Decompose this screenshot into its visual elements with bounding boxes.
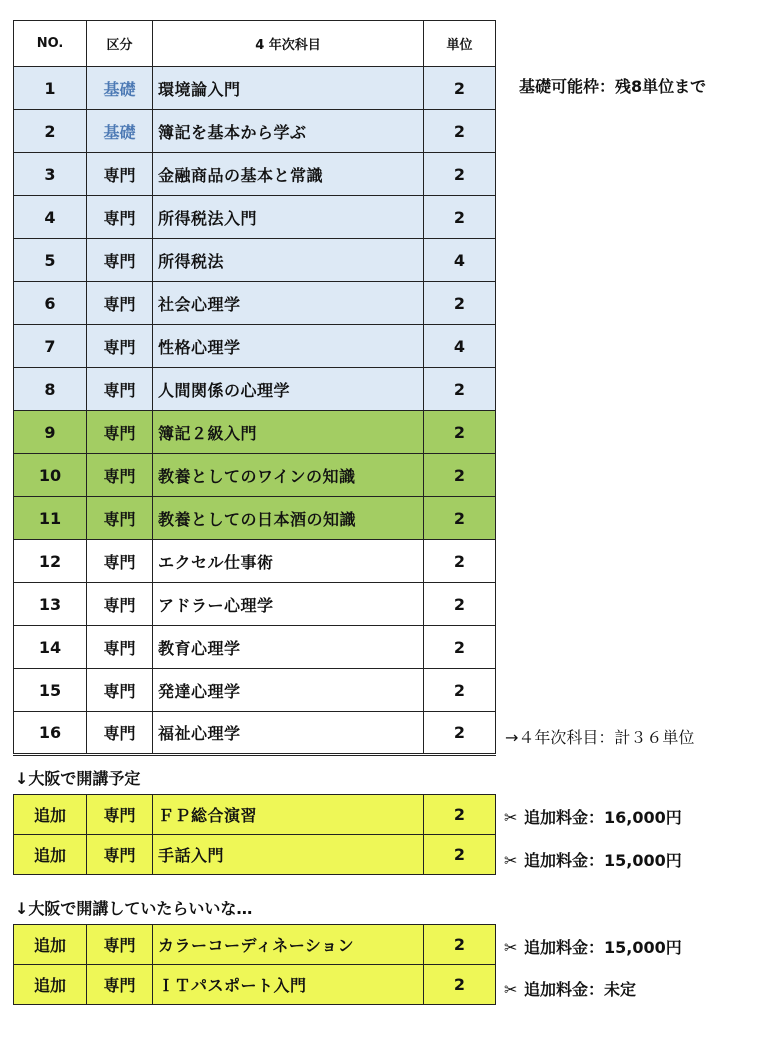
- row-subject: 所得税法: [153, 239, 424, 282]
- row-category: 専門: [87, 325, 153, 368]
- header-no: NO.: [14, 21, 87, 67]
- row-units: 4: [424, 239, 496, 282]
- row-no: 追加: [14, 835, 87, 875]
- row-subject: アドラー心理学: [153, 583, 424, 626]
- fee-text: 追加料金：16,000円: [524, 808, 682, 827]
- row-subject: 教育心理学: [153, 626, 424, 669]
- row-units: 2: [424, 454, 496, 497]
- fee-note: [504, 848, 682, 871]
- row-no: 2: [14, 110, 87, 153]
- scissors-icon: ✂: [504, 808, 518, 827]
- row-units: 2: [424, 835, 496, 875]
- row-category: 専門: [87, 282, 153, 325]
- row-units: 2: [424, 626, 496, 669]
- row-no: 6: [14, 282, 87, 325]
- row-no: 追加: [14, 795, 87, 835]
- fee-note: [504, 805, 682, 828]
- row-no: 9: [14, 411, 87, 454]
- header-units: 単位: [424, 21, 496, 67]
- row-units: 2: [424, 196, 496, 239]
- row-subject: 社会心理学: [153, 282, 424, 325]
- row-no: 14: [14, 626, 87, 669]
- row-units: 2: [424, 669, 496, 712]
- row-units: 2: [424, 67, 496, 110]
- row-category: 専門: [87, 454, 153, 497]
- row-category: 専門: [87, 368, 153, 411]
- table-row: [14, 368, 496, 411]
- wish-courses-table: [13, 924, 496, 1005]
- table-row: [14, 325, 496, 368]
- fee-text: 追加料金：未定: [524, 980, 637, 999]
- table-row: [14, 196, 496, 239]
- table-header: [14, 21, 496, 67]
- table-row: [14, 795, 496, 835]
- row-no: 追加: [14, 965, 87, 1005]
- section-heading-planned: ↓大阪で開講予定: [15, 769, 141, 788]
- row-subject: エクセル仕事術: [153, 540, 424, 583]
- table-row: [14, 540, 496, 583]
- row-category: 専門: [87, 795, 153, 835]
- row-subject: 人間関係の心理学: [153, 368, 424, 411]
- table-row: [14, 712, 496, 755]
- row-subject: 所得税法入門: [153, 196, 424, 239]
- row-subject: 金融商品の基本と常識: [153, 153, 424, 196]
- row-category: 専門: [87, 712, 153, 755]
- row-units: 2: [424, 110, 496, 153]
- row-subject: 環境論入門: [153, 67, 424, 110]
- table-row: [14, 282, 496, 325]
- row-category: 専門: [87, 411, 153, 454]
- row-units: 2: [424, 965, 496, 1005]
- row-units: 2: [424, 282, 496, 325]
- row-no: 追加: [14, 925, 87, 965]
- table-row: [14, 583, 496, 626]
- row-subject: 教養としての日本酒の知識: [153, 497, 424, 540]
- total-units-note: →４年次科目：計３６単位: [505, 728, 695, 747]
- table-row: [14, 835, 496, 875]
- fee-text: 追加料金：15,000円: [524, 851, 682, 870]
- fee-note: [504, 935, 682, 958]
- table-row: [14, 411, 496, 454]
- row-category: 専門: [87, 835, 153, 875]
- row-units: 2: [424, 925, 496, 965]
- row-category: 専門: [87, 497, 153, 540]
- row-no: 3: [14, 153, 87, 196]
- row-no: 11: [14, 497, 87, 540]
- row-category: 専門: [87, 196, 153, 239]
- row-category: 専門: [87, 626, 153, 669]
- row-category: 専門: [87, 153, 153, 196]
- row-category: 専門: [87, 540, 153, 583]
- row-subject: 性格心理学: [153, 325, 424, 368]
- row-subject: 簿記を基本から学ぶ: [153, 110, 424, 153]
- row-no: 12: [14, 540, 87, 583]
- fee-text: 追加料金：15,000円: [524, 938, 682, 957]
- row-subject: 教養としてのワインの知識: [153, 454, 424, 497]
- row-no: 7: [14, 325, 87, 368]
- scissors-icon: ✂: [504, 938, 518, 957]
- table-row: [14, 454, 496, 497]
- table-row: [14, 669, 496, 712]
- row-category: 専門: [87, 583, 153, 626]
- row-category: 専門: [87, 239, 153, 282]
- kiso-limit-note: 基礎可能枠：残8単位まで: [519, 77, 707, 96]
- row-no: 10: [14, 454, 87, 497]
- table-row: [14, 626, 496, 669]
- row-no: 8: [14, 368, 87, 411]
- row-subject: 福祉心理学: [153, 712, 424, 755]
- table-row: [14, 497, 496, 540]
- table-row: [14, 965, 496, 1005]
- row-units: 2: [424, 795, 496, 835]
- row-units: 2: [424, 497, 496, 540]
- scissors-icon: ✂: [504, 851, 518, 870]
- table-row: [14, 925, 496, 965]
- row-no: 13: [14, 583, 87, 626]
- row-subject: ＦＰ総合演習: [153, 795, 424, 835]
- row-no: 15: [14, 669, 87, 712]
- row-subject: 簿記２級入門: [153, 411, 424, 454]
- row-no: 4: [14, 196, 87, 239]
- row-category: 専門: [87, 669, 153, 712]
- fee-note: [504, 977, 636, 1000]
- row-subject: ＩＴパスポート入門: [153, 965, 424, 1005]
- table-row: [14, 110, 496, 153]
- row-subject: 発達心理学: [153, 669, 424, 712]
- table-row: [14, 67, 496, 110]
- header-subject: 4 年次科目: [153, 21, 424, 67]
- row-category: 専門: [87, 925, 153, 965]
- row-units: 4: [424, 325, 496, 368]
- row-units: 2: [424, 540, 496, 583]
- course-table: [13, 20, 496, 756]
- row-units: 2: [424, 411, 496, 454]
- row-no: 1: [14, 67, 87, 110]
- row-units: 2: [424, 368, 496, 411]
- row-units: 2: [424, 153, 496, 196]
- scissors-icon: ✂: [504, 980, 518, 999]
- row-subject: 手話入門: [153, 835, 424, 875]
- row-category: 基礎: [87, 110, 153, 153]
- row-no: 16: [14, 712, 87, 755]
- planned-courses-table: [13, 794, 496, 875]
- row-no: 5: [14, 239, 87, 282]
- row-category: 専門: [87, 965, 153, 1005]
- row-units: 2: [424, 712, 496, 755]
- row-subject: カラーコーディネーション: [153, 925, 424, 965]
- table-row: [14, 239, 496, 282]
- header-category: 区分: [87, 21, 153, 67]
- row-units: 2: [424, 583, 496, 626]
- table-row: [14, 153, 496, 196]
- section-heading-wish: ↓大阪で開講していたらいいな…: [15, 899, 253, 918]
- row-category: 基礎: [87, 67, 153, 110]
